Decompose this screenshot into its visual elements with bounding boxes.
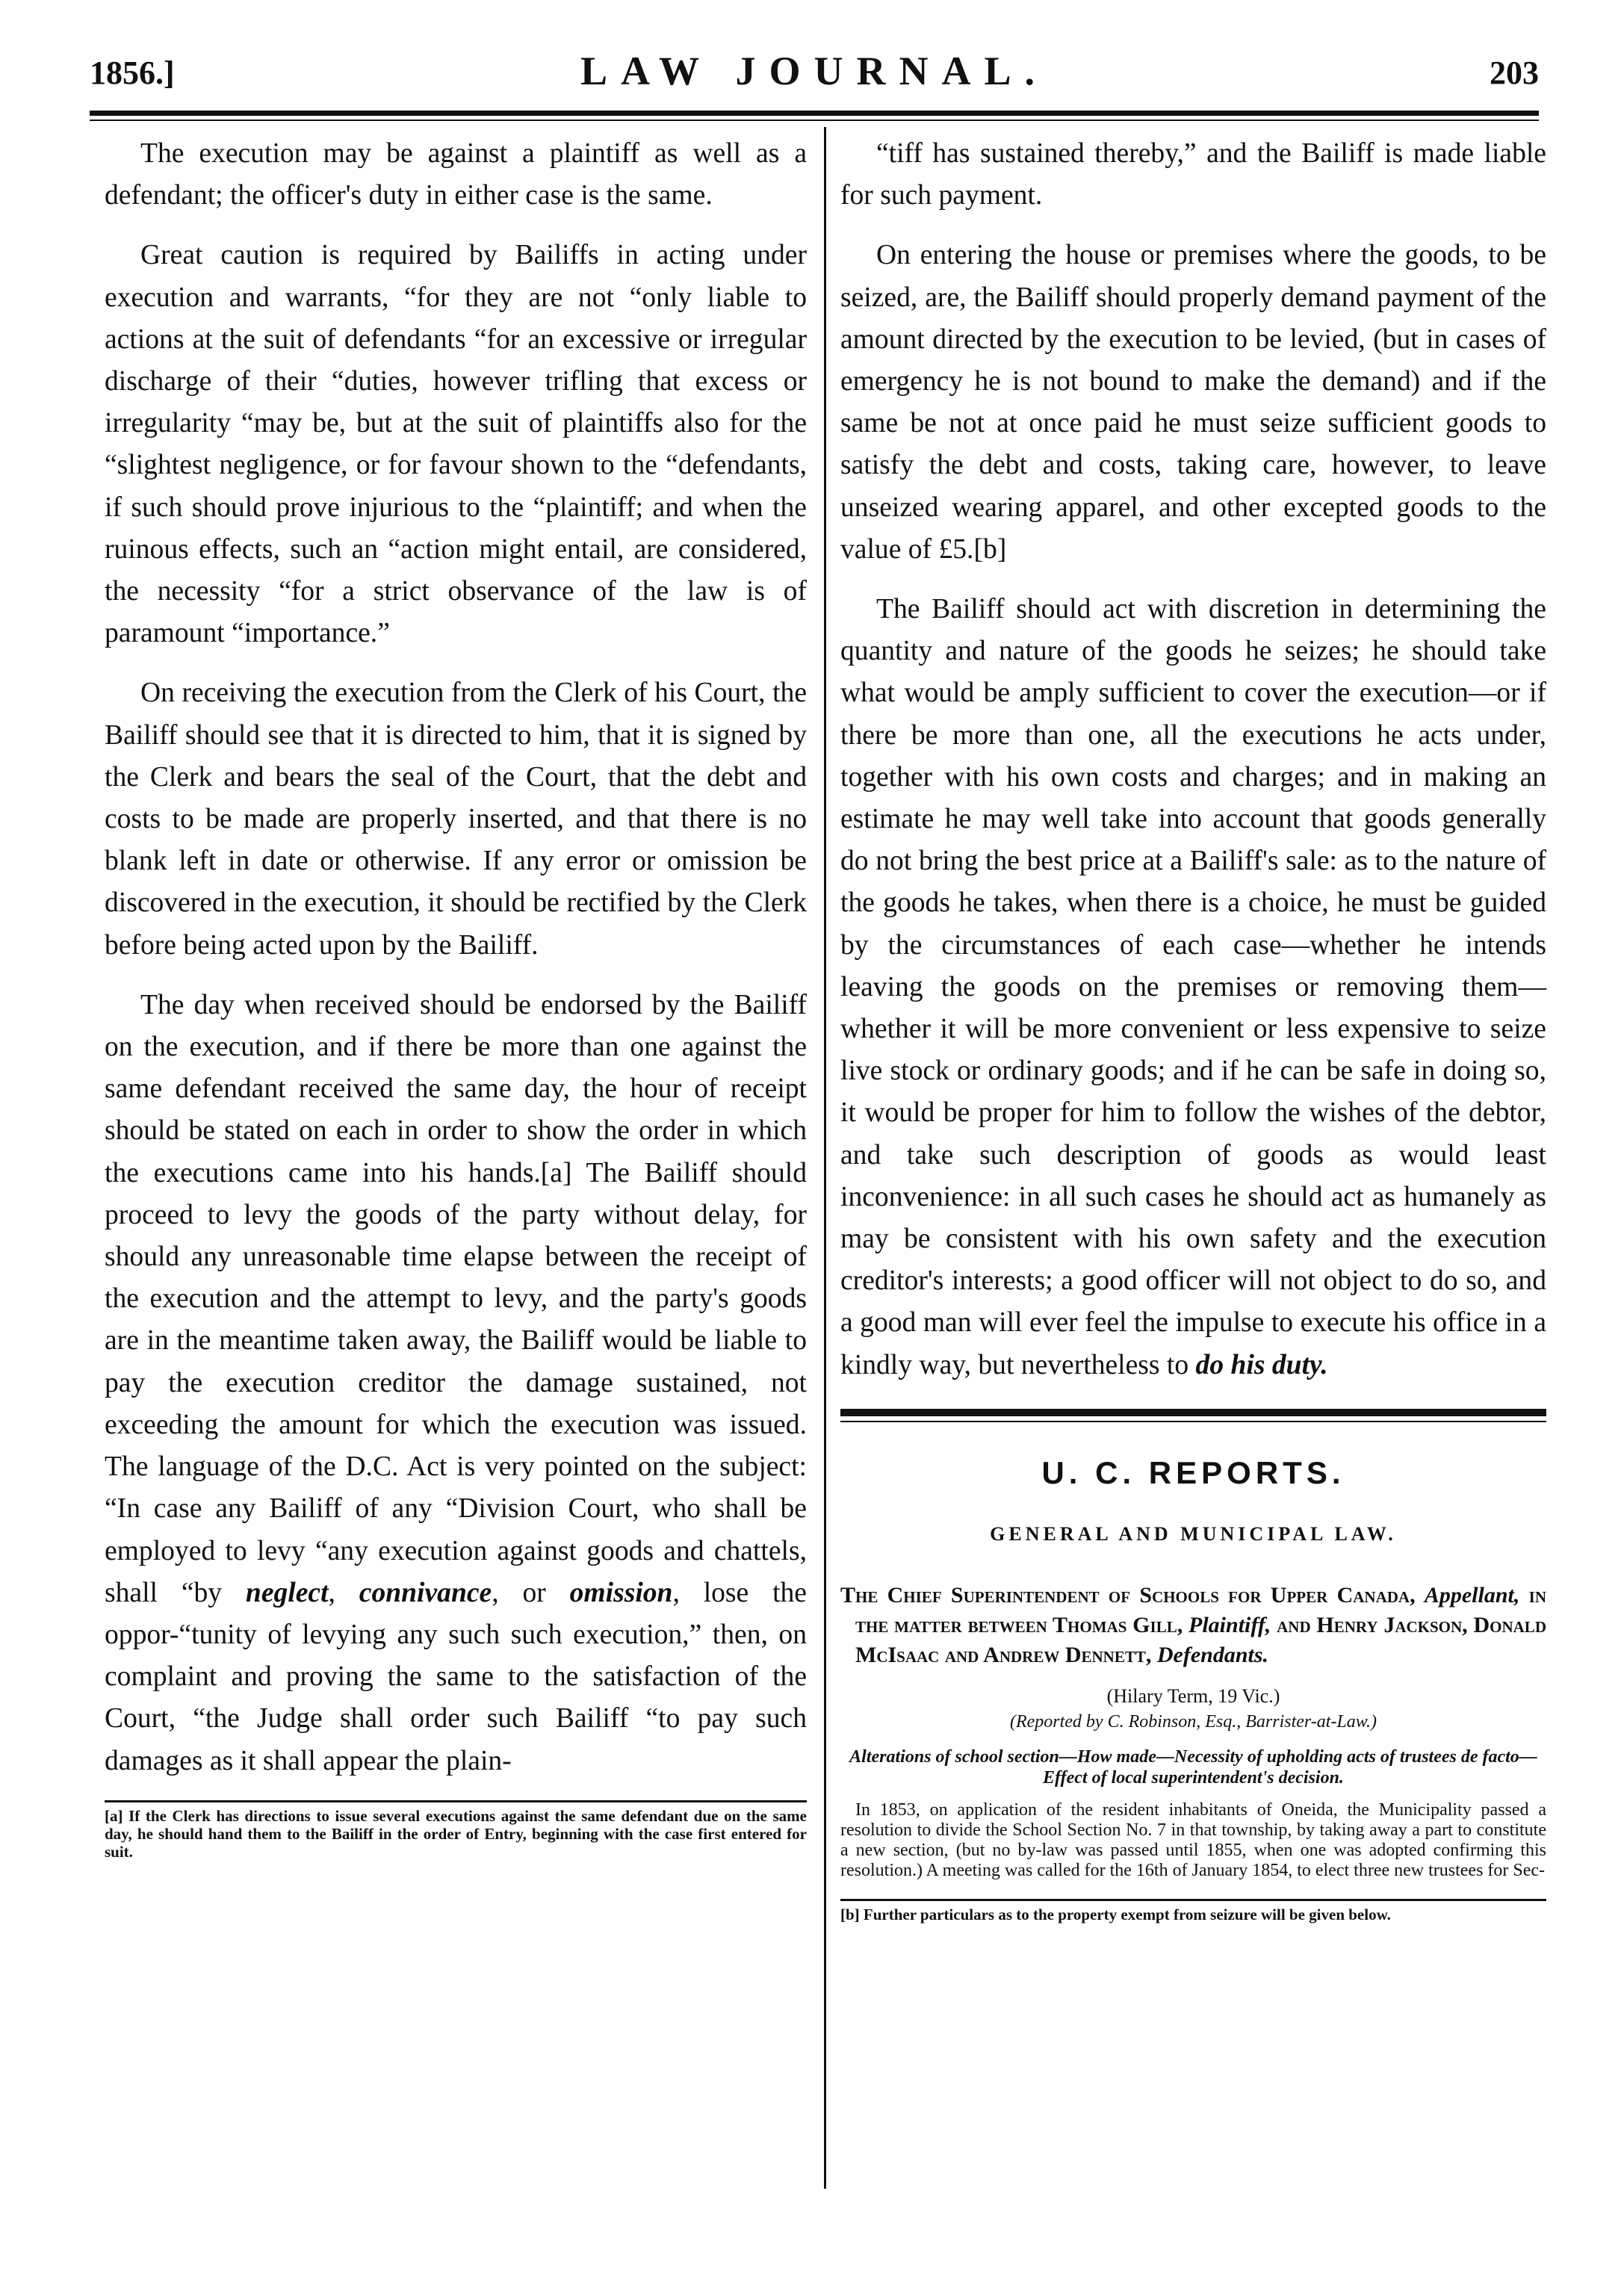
paragraph-day-received (105, 985, 807, 1782)
paragraph-great-caution-quote: “for they are not “only liable to actions at the suit of defendants “for an excessive or irregular discharge of their “duties, however trifling that excess or irregularity “may be, but at the suit of plaintiffs also for the “slightest negligence, or for favour shown to the “defendants, if such should prove injurious to the “plaintiff; and when the ruinous effects, such an “action might entail, are considered, the necessity “for a strict observance of the law is of paramount “importance.” (105, 282, 807, 649)
case-title-a: The Chief Superintendent of Schools for Upper Canada, (840, 1583, 1425, 1608)
paragraph-bailiff-discretion (840, 589, 1546, 1386)
separator-2: , or (492, 1577, 570, 1608)
paragraph-bailiff-discretion-text: The Bailiff should act with discretion in determining the quantity and nature of the goods he seizes; he should take what would be amply sufficient to cover the execution—or if there be more than one, all the executions he acts under, together with his own costs and charges; and in making an estimate he may well take into account that goods generally do not bring the best price at a Bailiff's sale: as to the nature of the goods he takes, when there is a choice, he must be guided by the circumstances of each case—whether he intends leaving the goods on the premises or removing them—whether it will be more convenient or less expensive to seize live stock or ordinary goods; and if he can be safe in doing so, it would be proper for him to follow the wishes of the debtor, and take such description of goods as would least inconvenience: in all such cases he should act as humanely as may be consistent with his own safety and the execution creditor's interests; a good officer will not object to do so, and a good man will ever feel the impulse to execute his office in a kindly way, but nevertheless to (840, 594, 1546, 1380)
paragraph-great-caution-intro: Great caution is required by Bailiffs in acting under execution and warrants, (105, 240, 807, 313)
word-neglect: neglect (245, 1577, 329, 1608)
running-header (90, 45, 1539, 112)
paragraph-entering-house: On entering the house or premises where the goods, to be seized, are, the Bailiff should properly demand payment of the amount directed by the execution to be levied, (but in cases of emergency he is not bound to make the demand) and if the same be not at once paid he must seize sufficient goods to satisfy the debt and costs, taking care, however, to leave unseized wearing apparel, and other excepted goods to the value of £5.[b] (840, 240, 1546, 565)
paragraph-day-received-b: The Bailiff should proceed to levy the goods of the party without delay, for should any unreasonable time elapse between the receipt of the execution and the attempt to levy, and the party's goods are in the meantime taken away, the Bailiff would be liable to pay the execution creditor the damage sustained, not exceeding the amount for which the execution was issued. The language of the D.C. Act is very pointed on the subject: “In case any Bailiff of any “Division Court, who shall be employed to levy “any execution against goods and chattels, shall “by (105, 1157, 807, 1608)
right-column (840, 133, 1546, 1923)
footnote-b: [b] Further particulars as to the property exempt from seizure will be given below. (840, 1906, 1391, 1924)
word-omission: omission (569, 1577, 673, 1608)
paragraph-day-received-c: , lose the oppor-“tunity of levying any such such execution,” then, on complaint and proving the same to the satisfaction of the Court, “the Judge shall order such Bailiff “to pay such damages as it shall appear the plain- (105, 1577, 807, 1776)
left-column (105, 133, 807, 1861)
phrase-do-his-duty: do his duty. (1195, 1349, 1328, 1380)
case-appellant: Appellant, (1424, 1583, 1520, 1608)
separator-1: , (328, 1577, 359, 1608)
case-title-c: and Henry Jackson, Donald McIsaac and Andrew Dennett, (855, 1613, 1546, 1668)
case-title-b: in the matter between Thomas Gill, (855, 1583, 1546, 1638)
section-rule-thin (840, 1421, 1546, 1422)
footnote-ref-a: [a] (540, 1157, 572, 1188)
page-number: 203 (1490, 55, 1539, 91)
footnote-rule-right (840, 1899, 1546, 1901)
case-plaintiff: Plaintiff, (1188, 1613, 1271, 1638)
section-subtitle: GENERAL AND MUNICIPAL LAW. (990, 1523, 1397, 1546)
section-rule-thick (840, 1409, 1546, 1416)
header-rule-thin (90, 120, 1539, 121)
paragraph-tiff-sustained: “tiff has sustained thereby,” and the Bailiff is made liable for such payment. (840, 138, 1546, 211)
paragraph-plaintiff-defendant: The execution may be against a plaintiff as well as a defendant; the officer's duty in either case is the same. (105, 138, 807, 211)
paragraph-day-received-a: The day when received should be endorsed by the Bailiff on the execution, and if there be more than one against the same defendant received the same day, the hour of receipt should be stated on each in order to show the order in which the executions came into his hands. (105, 989, 807, 1188)
journal-title: LAW JOURNAL. (580, 49, 1049, 93)
column-divider (824, 127, 826, 2189)
case-body: In 1853, on application of the resident inhabitants of Oneida, the Municipality passed a resolution to divide the School Section No. 7 in that township, by taking away a part to constitute a new section, (but no by-law was passed until 1855, when one was adopted confirming this resolution.) A meeting was called for the 16th of January 1854, to elect three new trustees for Sec- (840, 1800, 1546, 1881)
case-reporter: (Reported by C. Robinson, Esq., Barrister-at-Law.) (1009, 1712, 1377, 1732)
footnote-rule-left (105, 1800, 807, 1802)
case-headnote: Alterations of school section—How made—Necessity of upholding acts of trustees de facto—Effect of local superintendent's decision. (849, 1747, 1537, 1788)
header-year: 1856.] (90, 55, 175, 91)
case-term: (Hilary Term, 19 Vic.) (1106, 1685, 1280, 1708)
section-title: U. C. REPORTS. (1041, 1454, 1345, 1490)
case-defendants: Defendants. (1156, 1643, 1269, 1668)
header-rule-thick (90, 111, 1539, 116)
paragraph-great-caution (105, 235, 807, 654)
paragraph-receiving-execution: On receiving the execution from the Clerk of his Court, the Bailiff should see that it is directed to him, that it is signed by the Clerk and bears the seal of the Court, that the debt and costs to be made are properly inserted, and that there is no blank left in date or otherwise. If any error or omission be discovered in the execution, it should be rectified by the Clerk before being acted upon by the Bailiff. (105, 678, 807, 961)
word-connivance: connivance (359, 1577, 492, 1608)
case-title (840, 1581, 1546, 1670)
footnote-a: [a] If the Clerk has directions to issue several executions against the same defendant due on the same day, he should hand them to the Bailiff in the order of Entry, beginning with the case first entered for suit. (105, 1806, 807, 1861)
